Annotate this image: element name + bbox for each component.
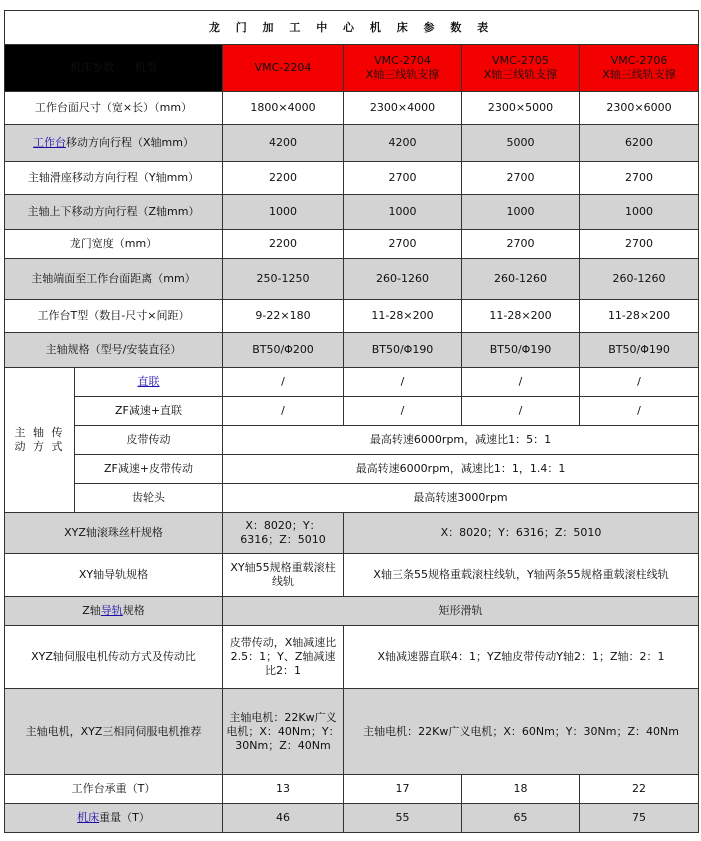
- row-label: 主轴上下移动方向行程（Z轴mm）: [5, 195, 223, 230]
- cell-value: 1000: [344, 195, 462, 230]
- row-label: ZF减速+皮带传动: [75, 455, 223, 484]
- cell-value: BT50/Φ200: [223, 333, 344, 368]
- cell-value: 最高转速3000rpm: [223, 484, 699, 513]
- model-subtitle: X轴三线轨支撑: [602, 68, 676, 81]
- cell-value: 18: [462, 775, 580, 804]
- drive-group-label-line: 动 方 式: [14, 440, 65, 453]
- cell-value: 2700: [580, 230, 699, 259]
- drive-group-label: [5, 368, 75, 513]
- cell-value: 2700: [462, 162, 580, 195]
- table-row: [5, 195, 699, 230]
- model-name: VMC-2706: [610, 54, 668, 67]
- row-label: ZF减速+直联: [75, 397, 223, 426]
- cell-value: 2200: [223, 162, 344, 195]
- row-label: 工作台面尺寸（宽×长）（mm）: [5, 92, 223, 125]
- row-label: [5, 125, 223, 162]
- header-label-cell: [5, 45, 223, 92]
- cell-value: X：8020；Y：6316；Z：5010: [223, 513, 344, 554]
- row-label-text: 规格: [122, 604, 145, 617]
- params-label: 机床参数: [70, 61, 114, 74]
- table-row: [5, 804, 699, 833]
- cell-value: BT50/Φ190: [580, 333, 699, 368]
- cell-value: BT50/Φ190: [344, 333, 462, 368]
- model-name: VMC-2204: [254, 61, 312, 74]
- cell-value: /: [223, 397, 344, 426]
- row-label: 龙门宽度（mm）: [5, 230, 223, 259]
- row-label-text: 重量（T）: [99, 811, 150, 824]
- page-title: 龙 门 加 工 中 心 机 床 参 数 表: [5, 11, 699, 45]
- cell-value: /: [223, 368, 344, 397]
- cell-value: 矩形滑轨: [223, 597, 699, 626]
- cell-value: /: [462, 397, 580, 426]
- row-label: 主轴规格（型号/安装直径）: [5, 333, 223, 368]
- model-header-1: [223, 45, 344, 92]
- cell-value: 260-1260: [462, 259, 580, 300]
- row-label: 主轴端面至工作台面距离（mm）: [5, 259, 223, 300]
- cell-value: 2700: [344, 230, 462, 259]
- cell-value: /: [344, 397, 462, 426]
- cell-value: 75: [580, 804, 699, 833]
- table-row: [5, 689, 699, 775]
- row-label: 齿轮头: [75, 484, 223, 513]
- table-row: [5, 513, 699, 554]
- table-row: [5, 626, 699, 689]
- table-row: [5, 300, 699, 333]
- table-row: [5, 259, 699, 300]
- cell-value: 主轴电机：22Kw广义电机；X：40Nm；Y：30Nm；Z：40Nm: [223, 689, 344, 775]
- cell-value: 2200: [223, 230, 344, 259]
- table-row: [5, 368, 699, 397]
- cell-value: X轴三条55规格重载滚柱线轨，Y轴两条55规格重载滚柱线轨: [344, 554, 699, 597]
- table-row: [5, 397, 699, 426]
- row-label: [5, 597, 223, 626]
- row-label: 工作台承重（T）: [5, 775, 223, 804]
- row-label: [5, 804, 223, 833]
- cell-value: 11-28×200: [462, 300, 580, 333]
- row-label-text: 移动方向行程（X轴mm）: [66, 136, 194, 149]
- cell-value: BT50/Φ190: [462, 333, 580, 368]
- cell-value: 260-1260: [344, 259, 462, 300]
- cell-value: 9-22×180: [223, 300, 344, 333]
- cell-value: 250-1250: [223, 259, 344, 300]
- row-label: 皮带传动: [75, 426, 223, 455]
- cell-value: 11-28×200: [580, 300, 699, 333]
- cell-value: 1000: [223, 195, 344, 230]
- model-header-3: [462, 45, 580, 92]
- cell-value: 2300×5000: [462, 92, 580, 125]
- row-label: 主轴电机，XYZ三相同伺服电机推荐: [5, 689, 223, 775]
- cell-value: 2300×4000: [344, 92, 462, 125]
- guide-rail-link[interactable]: 导轨: [100, 604, 123, 617]
- model-label: 机型: [134, 61, 157, 74]
- cell-value: 6200: [580, 125, 699, 162]
- model-subtitle: X轴三线轨支撑: [365, 68, 440, 81]
- direct-link[interactable]: 直联: [137, 375, 160, 388]
- cell-value: 主轴电机：22Kw广义电机；X：60Nm；Y：30Nm；Z：40Nm: [344, 689, 699, 775]
- cell-value: 22: [580, 775, 699, 804]
- cell-value: 4200: [344, 125, 462, 162]
- table-row: [5, 554, 699, 597]
- cell-value: /: [580, 397, 699, 426]
- model-name: VMC-2704: [374, 54, 431, 67]
- cell-value: /: [580, 368, 699, 397]
- worktable-link[interactable]: 工作台: [33, 136, 67, 149]
- table-row: [5, 775, 699, 804]
- spec-table-container: [4, 10, 699, 833]
- cell-value: 皮带传动，X轴减速比2.5：1；Y、Z轴减速比2：1: [223, 626, 344, 689]
- cell-value: 1000: [462, 195, 580, 230]
- cell-value: 2300×6000: [580, 92, 699, 125]
- row-label: XY轴导轨规格: [5, 554, 223, 597]
- cell-value: 1000: [580, 195, 699, 230]
- row-label-text: Z轴: [82, 604, 101, 617]
- model-header-2: [344, 45, 462, 92]
- cell-value: 2700: [462, 230, 580, 259]
- drive-group-label-line: 主 轴 传: [14, 426, 65, 439]
- row-label: 主轴滑座移动方向行程（Y轴mm）: [5, 162, 223, 195]
- cell-value: 最高转速6000rpm，减速比1：5：1: [223, 426, 699, 455]
- cell-value: /: [462, 368, 580, 397]
- table-row: [5, 597, 699, 626]
- cell-value: /: [344, 368, 462, 397]
- table-row: [5, 455, 699, 484]
- cell-value: 13: [223, 775, 344, 804]
- table-row: [5, 125, 699, 162]
- cell-value: 1800×4000: [223, 92, 344, 125]
- cell-value: 5000: [462, 125, 580, 162]
- cell-value: 4200: [223, 125, 344, 162]
- cell-value: X：8020；Y：6316；Z：5010: [344, 513, 699, 554]
- row-label: XYZ轴伺服电机传动方式及传动比: [5, 626, 223, 689]
- cell-value: 11-28×200: [344, 300, 462, 333]
- cell-value: 65: [462, 804, 580, 833]
- table-row: [5, 230, 699, 259]
- cell-value: 2700: [344, 162, 462, 195]
- table-row: [5, 92, 699, 125]
- cell-value: X轴减速器直联4：1；YZ轴皮带传动Y轴2：1；Z轴：2：1: [344, 626, 699, 689]
- machine-link[interactable]: 机床: [77, 811, 100, 824]
- cell-value: 46: [223, 804, 344, 833]
- row-label: XYZ轴滚珠丝杆规格: [5, 513, 223, 554]
- table-row: [5, 426, 699, 455]
- row-label: 工作台T型（数目-尺寸×间距）: [5, 300, 223, 333]
- cell-value: 17: [344, 775, 462, 804]
- machine-spec-table: [4, 10, 699, 833]
- model-header-4: [580, 45, 699, 92]
- model-subtitle: X轴三线轨支撑: [483, 68, 558, 81]
- cell-value: 2700: [580, 162, 699, 195]
- cell-value: 55: [344, 804, 462, 833]
- table-row: [5, 162, 699, 195]
- model-name: VMC-2705: [492, 54, 549, 67]
- cell-value: 最高转速6000rpm，减速比1：1，1.4：1: [223, 455, 699, 484]
- cell-value: XY轴55规格重载滚柱线轨: [223, 554, 344, 597]
- row-label: [75, 368, 223, 397]
- table-row: [5, 333, 699, 368]
- cell-value: 260-1260: [580, 259, 699, 300]
- table-row: [5, 484, 699, 513]
